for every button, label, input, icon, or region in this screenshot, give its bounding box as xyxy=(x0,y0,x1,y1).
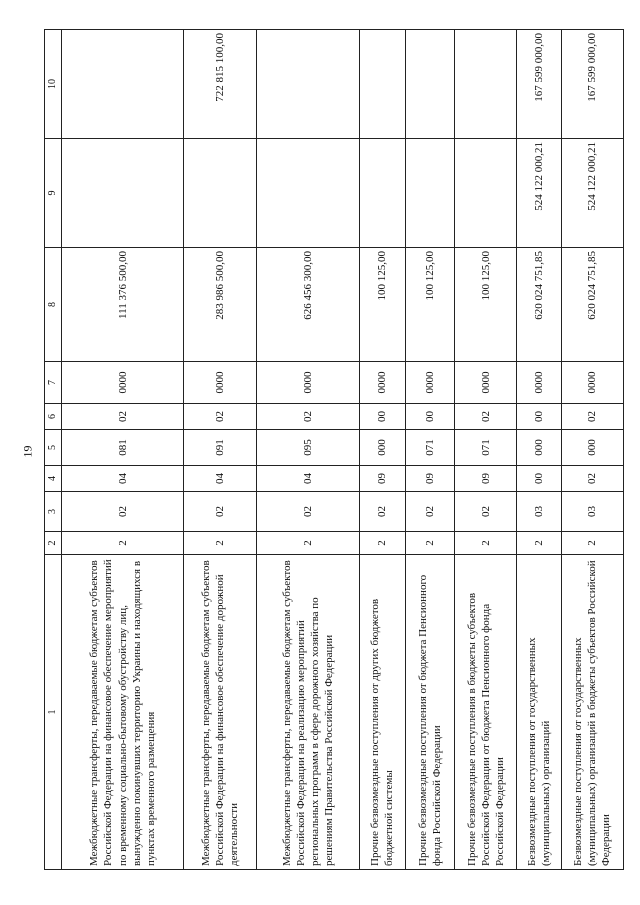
code-cell: 04 xyxy=(257,466,359,492)
amount-cell xyxy=(406,30,455,139)
code-cell: 04 xyxy=(62,466,184,492)
row-name: Прочие безвозмездные поступления в бюджеты субъектов Российской Федерации от бюджета Пенсионного фонда Российской Федерации xyxy=(455,555,517,870)
code-cell: 00 xyxy=(517,466,561,492)
code-cell: 0000 xyxy=(257,362,359,404)
code-cell: 02 xyxy=(561,466,623,492)
table-row xyxy=(455,30,517,870)
code-cell: 0000 xyxy=(455,362,517,404)
code-cell: 02 xyxy=(184,492,257,532)
amount-cell xyxy=(62,139,184,248)
code-cell: 03 xyxy=(517,492,561,532)
column-header: 1 xyxy=(45,555,62,870)
code-cell: 02 xyxy=(257,404,359,430)
code-cell: 09 xyxy=(359,466,406,492)
column-header: 5 xyxy=(45,430,62,466)
amount-cell: 524 122 000,21 xyxy=(517,139,561,248)
code-cell: 00 xyxy=(517,404,561,430)
column-header: 6 xyxy=(45,404,62,430)
code-cell: 000 xyxy=(517,430,561,466)
column-header: 9 xyxy=(45,139,62,248)
code-cell: 0000 xyxy=(406,362,455,404)
code-cell: 091 xyxy=(184,430,257,466)
column-header: 4 xyxy=(45,466,62,492)
code-cell: 000 xyxy=(561,430,623,466)
page-number: 19 xyxy=(20,445,35,458)
amount-cell xyxy=(257,139,359,248)
amount-cell: 620 024 751,85 xyxy=(561,248,623,362)
budget-table xyxy=(44,29,624,870)
row-name: Межбюджетные трансферты, передаваемые бюджетам субъектов Российской Федерации на финансовое обеспечение мероприятий по временному социально-бытовому обустройству лиц, вынужденно покинувших территорию Украины и находящихся в пунктах временного размещения xyxy=(62,555,184,870)
amount-cell xyxy=(257,30,359,139)
code-cell: 02 xyxy=(561,404,623,430)
column-header: 8 xyxy=(45,248,62,362)
table-row xyxy=(406,30,455,870)
code-cell: 02 xyxy=(455,404,517,430)
amount-cell: 100 125,00 xyxy=(455,248,517,362)
amount-cell: 100 125,00 xyxy=(359,248,406,362)
code-cell: 0000 xyxy=(184,362,257,404)
code-cell: 2 xyxy=(517,532,561,555)
amount-cell: 626 456 300,00 xyxy=(257,248,359,362)
table-row xyxy=(359,30,406,870)
amount-cell: 524 122 000,21 xyxy=(561,139,623,248)
row-name: Межбюджетные трансферты, передаваемые бюджетам субъектов Российской Федерации на финансовое обеспечение дорожной деятельности xyxy=(184,555,257,870)
code-cell: 0000 xyxy=(517,362,561,404)
amount-cell xyxy=(359,139,406,248)
code-cell: 02 xyxy=(257,492,359,532)
code-cell: 071 xyxy=(406,430,455,466)
code-cell: 02 xyxy=(406,492,455,532)
rotated-table-wrapper xyxy=(44,30,624,870)
column-header: 3 xyxy=(45,492,62,532)
code-cell: 071 xyxy=(455,430,517,466)
amount-cell: 722 815 100,00 xyxy=(184,30,257,139)
code-cell: 03 xyxy=(561,492,623,532)
code-cell: 081 xyxy=(62,430,184,466)
table-row xyxy=(561,30,623,870)
code-cell: 2 xyxy=(561,532,623,555)
code-cell: 0000 xyxy=(359,362,406,404)
code-cell: 00 xyxy=(359,404,406,430)
amount-cell: 100 125,00 xyxy=(406,248,455,362)
row-name: Прочие безвозмездные поступления от бюджета Пенсионного фонда Российской Федерации xyxy=(406,555,455,870)
code-cell: 02 xyxy=(359,492,406,532)
code-cell: 02 xyxy=(184,404,257,430)
code-cell: 04 xyxy=(184,466,257,492)
code-cell: 095 xyxy=(257,430,359,466)
row-name: Межбюджетные трансферты, передаваемые бюджетам субъектов Российской Федерации на реализацию мероприятий региональных программ в сфере дорожного хозяйства по решениям Правительства Российской Федерации xyxy=(257,555,359,870)
row-name: Безвозмездные поступления от государственных (муниципальных) организаций xyxy=(517,555,561,870)
amount-cell xyxy=(455,139,517,248)
amount-cell xyxy=(184,139,257,248)
code-cell: 09 xyxy=(455,466,517,492)
code-cell: 2 xyxy=(406,532,455,555)
code-cell: 02 xyxy=(62,492,184,532)
amount-cell: 620 024 751,85 xyxy=(517,248,561,362)
table-row xyxy=(517,30,561,870)
code-cell: 02 xyxy=(455,492,517,532)
code-cell: 2 xyxy=(257,532,359,555)
amount-cell xyxy=(62,30,184,139)
code-cell: 2 xyxy=(359,532,406,555)
code-cell: 09 xyxy=(406,466,455,492)
code-cell: 000 xyxy=(359,430,406,466)
code-cell: 02 xyxy=(62,404,184,430)
amount-cell: 283 986 500,00 xyxy=(184,248,257,362)
code-cell: 0000 xyxy=(561,362,623,404)
table-header-row xyxy=(45,30,62,870)
amount-cell: 167 599 000,00 xyxy=(517,30,561,139)
code-cell: 00 xyxy=(406,404,455,430)
row-name: Прочие безвозмездные поступления от других бюджетов бюджетной системы xyxy=(359,555,406,870)
code-cell: 2 xyxy=(455,532,517,555)
code-cell: 2 xyxy=(62,532,184,555)
row-name: Безвозмездные поступления от государственных (муниципальных) организаций в бюджеты субъектов Российской Федерации xyxy=(561,555,623,870)
column-header: 2 xyxy=(45,532,62,555)
column-header: 10 xyxy=(45,30,62,139)
table-row xyxy=(184,30,257,870)
column-header: 7 xyxy=(45,362,62,404)
table-row xyxy=(62,30,184,870)
amount-cell: 167 599 000,00 xyxy=(561,30,623,139)
amount-cell xyxy=(406,139,455,248)
amount-cell xyxy=(455,30,517,139)
table-row xyxy=(257,30,359,870)
code-cell: 0000 xyxy=(62,362,184,404)
code-cell: 2 xyxy=(184,532,257,555)
amount-cell xyxy=(359,30,406,139)
amount-cell: 111 376 500,00 xyxy=(62,248,184,362)
